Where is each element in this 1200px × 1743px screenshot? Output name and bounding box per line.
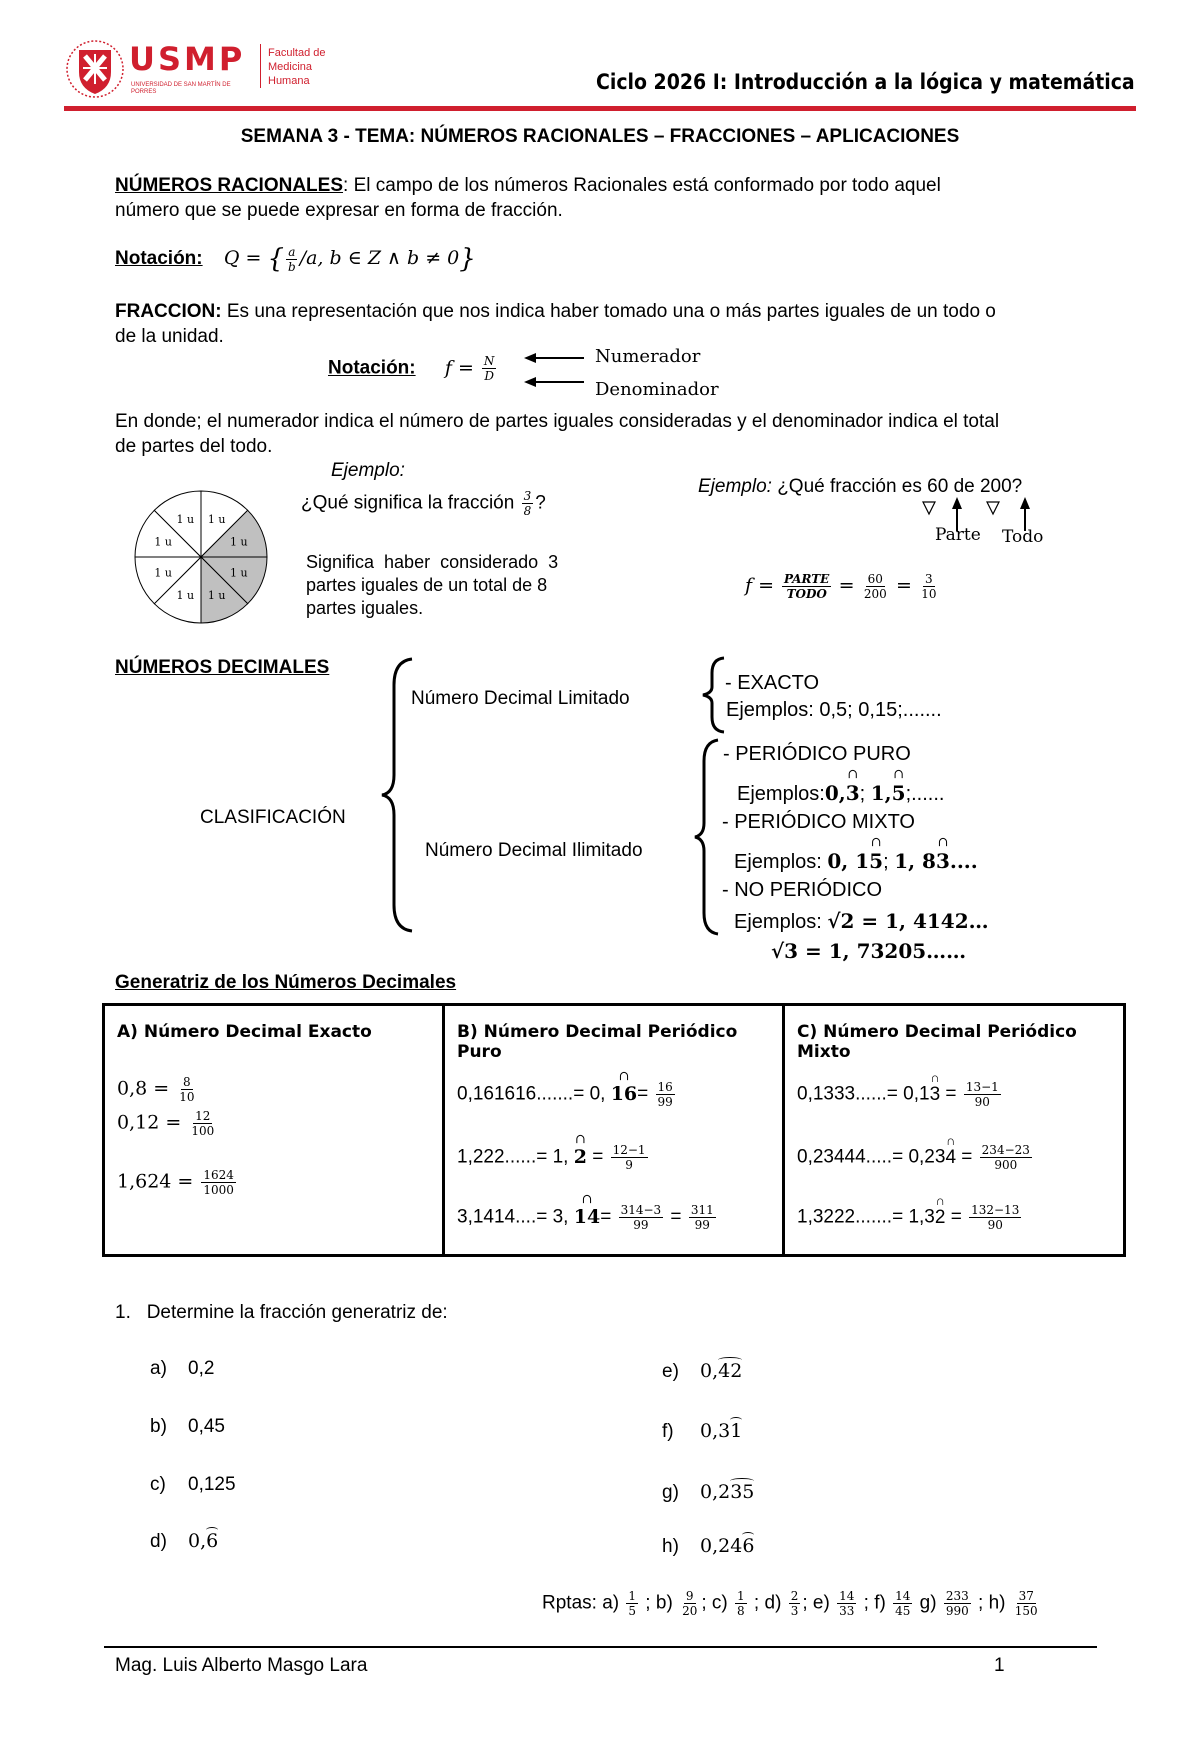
exercise-item-value: 0,45 <box>188 1416 225 1437</box>
mixto-ej-sep: ; <box>883 851 895 873</box>
b-row-3 <box>457 1204 718 1231</box>
ejemplo2-label: Ejemplo: <box>698 476 772 497</box>
f1-num: PARTE <box>784 572 830 586</box>
mixto-ej-b: 1, 8 <box>894 849 936 873</box>
f3-den: 10 <box>921 587 937 601</box>
exercise-item-value: 0,125 <box>188 1474 236 1495</box>
column-exacto <box>105 1006 442 1254</box>
answer-den: 33 <box>839 1604 855 1618</box>
c2-rep: ∩ 4 <box>945 1147 956 1169</box>
a2-num: 12 <box>195 1109 211 1123</box>
exercise-item-repeat: 42 <box>718 1360 743 1382</box>
answer-sep: ; <box>748 1592 765 1614</box>
set-den: b <box>288 259 296 274</box>
fraccion-text-1: Es una representación que nos indica haber tomado una o más partes iguales de un todo o <box>221 301 996 322</box>
mixto-ej-pre: Ejemplos: <box>734 851 828 873</box>
decimales-heading: NÚMEROS DECIMALES <box>115 657 330 678</box>
mixto-ej-a-rep: ∩ 5 <box>869 849 883 873</box>
exercise-item-value: 0,2 <box>700 1481 731 1503</box>
question-mark: ? <box>535 492 546 514</box>
brace-ilimitado <box>692 737 722 937</box>
footer-rule <box>104 1646 1097 1648</box>
c1-num: 13−1 <box>965 1080 999 1094</box>
exercise-item-repeat: 35 <box>730 1481 755 1503</box>
b2-pre: 1,222......= 1, <box>457 1146 574 1168</box>
exercise-item <box>662 1420 742 1443</box>
page-number: 1 <box>994 1655 1005 1676</box>
ejemplo1-answer-3: partes iguales. <box>306 598 424 618</box>
footer-author: Mag. Luis Alberto Masgo Lara <box>115 1655 368 1676</box>
f-den: D <box>484 369 494 383</box>
puro-ej-post: ;...... <box>905 783 945 805</box>
puro-ej-b-rep: ∩ 5 <box>892 781 906 805</box>
ejemplo2-text: ¿Qué fracción es 60 de 200? <box>771 476 1023 497</box>
b3-pre: 3,1414....= 3, <box>457 1206 574 1228</box>
answer-sep: ; <box>802 1592 813 1614</box>
page-title: SEMANA 3 - TEMA: NÚMEROS RACIONALES – FRACCIONES – APLICACIONES <box>240 126 960 147</box>
noper-ej-pre: Ejemplos: <box>734 911 828 933</box>
answer-num: 233 <box>945 1589 969 1603</box>
c3-pre: 1,3222.......= 1,3 <box>797 1206 935 1228</box>
b3-eq2: = <box>665 1206 687 1228</box>
a3-num: 1624 <box>203 1168 234 1182</box>
b2-num: 12−1 <box>612 1143 646 1157</box>
answer-num: 9 <box>685 1589 694 1603</box>
exercise-item-value: 0,2 <box>188 1358 215 1379</box>
racionales-text-2: número que se puede expresar en forma de fracción. <box>115 200 563 221</box>
answer-num: 14 <box>839 1589 855 1603</box>
exercise-item-value: 0, <box>700 1360 719 1382</box>
f2-den: 200 <box>863 587 887 601</box>
parte-label: Parte <box>935 525 981 545</box>
b2-rep: ∩ 2 <box>574 1146 587 1168</box>
question-text: ¿Qué significa la fracción <box>301 492 520 514</box>
clasificacion-label: CLASIFICACIÓN <box>200 807 346 828</box>
col-a-title: A) Número Decimal Exacto <box>117 1022 372 1042</box>
b3-rep: ∩ 14 <box>574 1206 600 1228</box>
b3-den: 99 <box>633 1218 649 1232</box>
c2-num: 234−23 <box>981 1143 1030 1157</box>
exercise-item-label: d) <box>150 1531 167 1552</box>
b3-eq: = <box>600 1206 617 1228</box>
a3-den: 1000 <box>203 1183 234 1197</box>
c1-den: 90 <box>974 1095 990 1109</box>
c2-pre: 0,23444.....= 0,23 <box>797 1146 946 1168</box>
exercise-item <box>150 1474 236 1496</box>
header-rule <box>64 106 1136 111</box>
fraccion-text-2: de la unidad. <box>115 326 224 347</box>
answer-den: 8 <box>737 1604 745 1618</box>
f2-lhs: f = <box>745 574 781 597</box>
col-c-title: C) Número Decimal Periódico Mixto <box>797 1022 1077 1062</box>
answer-den: 45 <box>895 1604 911 1618</box>
exercise-text: Determine la fracción generatriz de: <box>146 1302 448 1323</box>
pie-slice-label: 1 u <box>154 535 172 549</box>
denominador-label: Denominador <box>595 379 719 400</box>
exercise-item-value: 0,3 <box>700 1420 731 1442</box>
racionales-text-1: : El campo de los números Racionales está conformado por todo aquel <box>343 175 941 196</box>
exercise-item-label: c) <box>150 1474 166 1495</box>
exercise-item <box>150 1530 218 1553</box>
fraction-pie-chart <box>131 487 271 627</box>
exacto-examples: Ejemplos: 0,5; 0,15;....... <box>726 699 942 721</box>
numerador-label: Numerador <box>595 346 701 367</box>
a2-lhs: 0,12 = <box>117 1111 188 1134</box>
ejemplo2-formula: f = $\frac{\text{PARTE}}{\text{TODO}}$ = $\frac{60}{200}$ = $\frac{3}{10}$ <box>745 572 937 601</box>
racionales-paragraph <box>115 175 1090 197</box>
exercise-item-label: f) <box>662 1421 674 1442</box>
b1-den: 99 <box>657 1095 673 1109</box>
c1-eq: = <box>940 1083 962 1105</box>
generatriz-table <box>102 1003 1126 1257</box>
puro-ej-b: 1, <box>870 781 892 805</box>
course-title: Ciclo 2026 I: Introducción a la lógica y matemática <box>596 70 1135 94</box>
c2-den: 900 <box>994 1158 1018 1172</box>
fraccion-notacion <box>328 355 498 382</box>
limitado-label: Número Decimal Limitado <box>411 688 630 709</box>
answer-num: 37 <box>1018 1589 1034 1603</box>
b3-num: 314−3 <box>620 1203 662 1217</box>
exercise-item-label: e) <box>662 1361 679 1382</box>
logo-text: USMP <box>129 40 246 78</box>
a1-num: 8 <box>183 1075 191 1089</box>
exercise-item <box>150 1358 214 1380</box>
todo-label: Todo <box>1002 527 1044 547</box>
fraccion-text-4: de partes del todo. <box>115 436 273 457</box>
column-mixto <box>782 1006 1123 1254</box>
mixto-label: - PERIÓDICO MIXTO <box>722 811 915 833</box>
university-logo <box>65 38 326 98</box>
answer-key: d) <box>764 1592 787 1614</box>
racionales-notacion: Notación: Q = { $\frac{a}{b}$ /a, b ∈ Z ∧ b ≠ 0} <box>115 244 476 274</box>
exercise-item <box>150 1416 225 1438</box>
answer-den: 5 <box>628 1604 637 1618</box>
f-num: N <box>483 354 495 368</box>
mixto-examples <box>734 849 978 874</box>
answer-fraction <box>893 1590 912 1617</box>
b3-num2: 311 <box>690 1203 714 1217</box>
b1-rep: ∩ 16 <box>611 1083 637 1105</box>
answer-fraction <box>626 1590 638 1617</box>
a1-den: 10 <box>179 1090 195 1104</box>
c-row-2 <box>797 1144 1034 1171</box>
answer-fraction <box>789 1590 801 1617</box>
pie-slice-label: 1 u <box>207 588 226 602</box>
arrow-icon <box>522 350 592 390</box>
answer-den: 990 <box>945 1604 969 1618</box>
q-den: 8 <box>523 504 532 518</box>
a-row-2 <box>117 1110 218 1137</box>
mixto-ej-b-rep: ∩ 3 <box>936 849 950 873</box>
answer-key: e) <box>812 1592 836 1614</box>
exercise-item <box>662 1360 742 1383</box>
answer-den: 150 <box>1014 1604 1038 1618</box>
fraccion-heading: FRACCION: <box>115 301 222 322</box>
ejemplo1-label: Ejemplo: <box>331 460 405 481</box>
c3-num: 132−13 <box>971 1203 1020 1217</box>
pie-slice-label: 1 u <box>207 513 226 527</box>
mixto-ej-a: 0, 1 <box>827 849 870 873</box>
exacto-label: - EXACTO <box>725 672 820 694</box>
pie-slice-label: 1 u <box>176 513 195 527</box>
generatriz-heading: Generatriz de los Números Decimales <box>115 972 457 993</box>
answer-sep: ; <box>972 1592 989 1614</box>
exercise-item <box>662 1535 754 1558</box>
logo-subtext: UNIVERSIDAD DE SAN MARTÍN DE PORRES <box>131 82 231 95</box>
fraccion-text-3: En donde; el numerador indica el número de partes iguales consideradas y el denominador indica el total <box>115 411 1000 432</box>
puro-ej-sep: ; <box>859 783 871 805</box>
set-num: a <box>288 244 296 259</box>
answer-num: 2 <box>790 1589 799 1603</box>
c1-rep: ∩ 3 <box>930 1084 941 1106</box>
exercise-item-label: h) <box>662 1536 679 1557</box>
c-row-3 <box>797 1204 1023 1231</box>
c2-eq: = <box>956 1146 978 1168</box>
exercise-item-value: 0,24 <box>700 1535 743 1557</box>
answer-sep: ; <box>858 1592 875 1614</box>
a-row-1 <box>117 1076 199 1103</box>
puro-ej-pre: Ejemplos: <box>737 783 825 805</box>
answer-key: g) <box>919 1592 942 1614</box>
f1-den: TODO <box>786 587 827 601</box>
set-lhs: Q = <box>223 247 268 270</box>
answer-key: a) <box>602 1592 625 1614</box>
answer-fraction <box>837 1590 856 1617</box>
f3-num: 3 <box>925 572 933 586</box>
b1-eq: = <box>637 1083 654 1105</box>
a-row-3 <box>117 1169 238 1196</box>
b3-den2: 99 <box>694 1218 710 1232</box>
a2-den: 100 <box>191 1124 215 1138</box>
exercise-item-repeat: 1 <box>730 1420 743 1442</box>
faculty-name: Facultad de Medicina Humana <box>268 47 326 87</box>
c-row-1 <box>797 1081 1003 1108</box>
col-b-title: B) Número Decimal Periódico Puro <box>457 1022 738 1062</box>
noper-example-2: √3 = 1, 73205…… <box>771 939 967 963</box>
exercise-item-value: 0, <box>188 1530 207 1552</box>
notacion-label: Notación: <box>115 248 203 270</box>
mixto-ej-post: .... <box>949 849 978 873</box>
noper-label: - NO PERIÓDICO <box>722 879 883 901</box>
a3-lhs: 1,624 = <box>117 1170 200 1193</box>
c3-eq: = <box>945 1206 968 1228</box>
b2-den: 9 <box>625 1158 633 1172</box>
puro-ej-a-rep: ∩ 3 <box>846 781 860 805</box>
answer-key: h) <box>988 1592 1011 1614</box>
a1-lhs: 0,8 = <box>117 1077 176 1100</box>
c3-den: 90 <box>987 1218 1003 1232</box>
pie-slice-label: 1 u <box>176 588 195 602</box>
ejemplo2-question <box>698 476 1022 498</box>
b-row-2 <box>457 1144 650 1171</box>
exercise-number: 1. <box>115 1302 131 1323</box>
shield-icon <box>65 38 125 100</box>
exercise-item <box>662 1481 754 1504</box>
answer-fraction <box>1013 1590 1040 1617</box>
column-puro <box>442 1006 782 1254</box>
exercise-item-label: g) <box>662 1482 679 1503</box>
ejemplo1-question <box>301 490 546 517</box>
pie-slice-label: 1 u <box>230 566 248 580</box>
f2-num: 60 <box>867 572 883 586</box>
fraccion-paragraph <box>115 301 996 323</box>
ejemplo1-answer-2: partes iguales de un total de 8 <box>306 575 548 595</box>
answer-key: b) <box>655 1592 679 1614</box>
answer-num: 1 <box>628 1589 637 1603</box>
answer-den: 20 <box>682 1604 698 1618</box>
answer-fraction <box>680 1590 699 1617</box>
b1-num: 16 <box>657 1080 673 1094</box>
answer-den: 3 <box>790 1604 799 1618</box>
answer-fraction <box>944 1590 971 1617</box>
exercise-item-label: a) <box>150 1358 167 1379</box>
exercise-item-label: b) <box>150 1416 167 1437</box>
c1-pre: 0,1333......= 0,1 <box>797 1083 930 1105</box>
answer-sep: ; <box>701 1592 712 1614</box>
answer-num: 1 <box>737 1589 745 1603</box>
pie-slice-label: 1 u <box>230 535 248 549</box>
answers-label: Rptas: <box>542 1592 603 1614</box>
b-row-1 <box>457 1081 677 1108</box>
set-rest: /a, b ∈ Z ∧ b ≠ 0 <box>299 247 460 270</box>
noper-examples <box>734 909 989 934</box>
pie-slice-label: 1 u <box>154 566 172 580</box>
exercise-prompt <box>115 1302 448 1324</box>
b1-pre: 0,161616.......= 0, <box>457 1083 611 1105</box>
answer-fraction <box>735 1590 747 1617</box>
ejemplo1-answer-1: Significa haber considerado 3 <box>306 552 559 572</box>
exercise-item-repeat: 6 <box>742 1535 755 1557</box>
puro-examples <box>737 781 944 806</box>
b2-eq: = <box>586 1146 609 1168</box>
answer-key: f) <box>874 1592 892 1614</box>
fraccion-notacion-label: Notación: <box>328 357 416 379</box>
answer-num: 14 <box>895 1589 911 1603</box>
c3-rep: ∩ 2 <box>935 1207 946 1229</box>
puro-label: - PERIÓDICO PURO <box>723 743 911 765</box>
logo-divider <box>260 44 261 88</box>
exercise-item-repeat: 6 <box>206 1530 219 1552</box>
answer-sep: ; <box>640 1592 656 1614</box>
brace-limitado <box>700 655 730 735</box>
q-num: 3 <box>523 489 532 503</box>
answer-key: c) <box>711 1592 734 1614</box>
ilimitado-label: Número Decimal Ilimitado <box>425 840 643 861</box>
answers-line <box>542 1590 1042 1617</box>
racionales-heading: NÚMEROS RACIONALES <box>115 175 344 196</box>
f-lhs: f = <box>444 356 480 379</box>
noper-ej-1: √2 = 1, 4142… <box>827 909 989 933</box>
puro-ej-a: 0, <box>824 781 846 805</box>
